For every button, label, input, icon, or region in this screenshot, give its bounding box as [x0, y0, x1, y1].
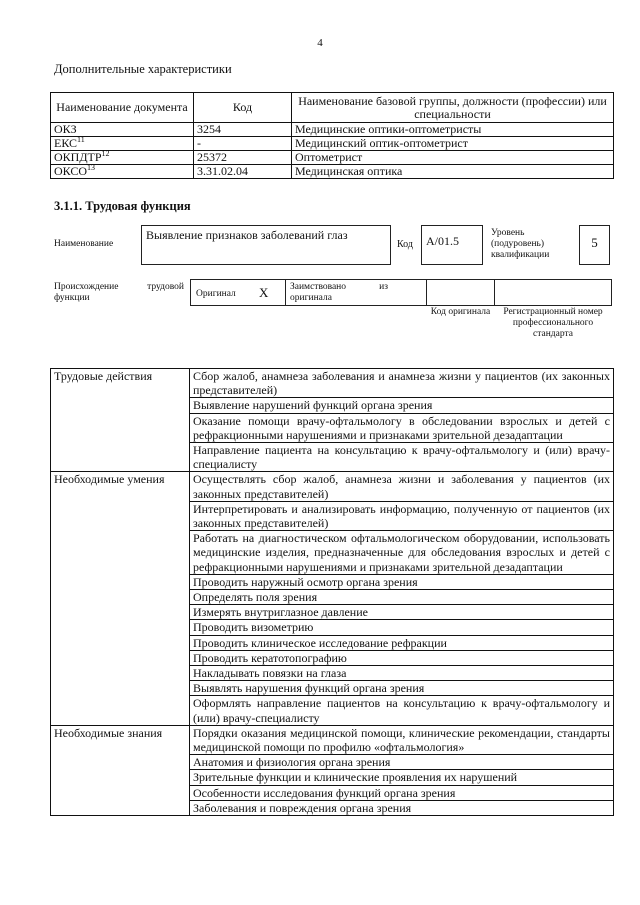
- section-item: Оформлять направление пациентов на консультацию к врачу-офтальмологу и (или) врачу-специалисту: [190, 696, 614, 725]
- section-item: Проводить визометрию: [190, 620, 614, 635]
- header-code: Код: [194, 93, 292, 123]
- section-item: Анатомия и физиология органа зрения: [190, 755, 614, 770]
- doc-name: ОКПДТР: [54, 150, 102, 164]
- section-item: Зрительные функции и клинические проявления их нарушений: [190, 770, 614, 785]
- section-item: Особенности исследования функций органа зрения: [190, 785, 614, 800]
- classification-table: [50, 92, 614, 179]
- section-item: Интерпретировать и анализировать информацию, полученную от пациентов (их законных представителей): [190, 501, 614, 530]
- labor-function-table: [50, 368, 614, 816]
- header-document: Наименование документа: [51, 93, 194, 123]
- page-number: 4: [317, 37, 323, 49]
- original-mark: Х: [259, 285, 269, 300]
- section-item: Проводить наружный осмотр органа зрения: [190, 574, 614, 589]
- section-title: 3.1.1. Трудовая функция: [54, 199, 191, 213]
- doc-name: ОКЗ: [54, 122, 77, 136]
- section-item: Заболевания и повреждения органа зрения: [190, 800, 614, 815]
- classification-name: Медицинский оптик-оптометрист: [292, 137, 614, 151]
- doc-footnote: 13: [87, 163, 96, 172]
- section-header: Необходимые умения: [51, 472, 190, 725]
- table-row: [51, 472, 614, 501]
- section-item: Направление пациента на консультацию к врачу-офтальмологу и (или) врачу-специалисту: [190, 443, 614, 472]
- section-item: Определять поля зрения: [190, 590, 614, 605]
- borrowed-box: [285, 279, 427, 306]
- classification-code: 3.31.02.04: [194, 165, 292, 179]
- classification-doc: [51, 123, 194, 137]
- code-original-box: [426, 279, 495, 306]
- code-original-label: Код оригинала: [430, 307, 491, 317]
- section-item: Проводить кератотопографию: [190, 650, 614, 665]
- function-code-value: А/01.5: [426, 234, 459, 248]
- classification-name: Медицинская оптика: [292, 165, 614, 179]
- borrowed-label: Заимствовано из оригинала: [290, 282, 388, 303]
- classification-doc: [51, 137, 194, 151]
- name-label: Наименование: [54, 239, 114, 249]
- section-item: Сбор жалоб, анамнеза заболевания и анамнеза жизни у пациентов (их законных представителей): [190, 369, 614, 398]
- level-field: [579, 225, 610, 265]
- section-item: Измерять внутриглазное давление: [190, 605, 614, 620]
- classification-code: -: [194, 137, 292, 151]
- origin-label: Происхождение трудовой функции: [54, 282, 184, 303]
- section-item: Выявлять нарушения функций органа зрения: [190, 681, 614, 696]
- classification-name: Медицинские оптики-оптометристы: [292, 123, 614, 137]
- classification-doc: [51, 151, 194, 165]
- section-header: Необходимые знания: [51, 725, 190, 815]
- section-item: Осуществлять сбор жалоб, анамнеза жизни и заболевания у пациентов (их законных представителей): [190, 472, 614, 501]
- classification-row: [51, 123, 614, 137]
- level-value: 5: [591, 235, 598, 250]
- section-item: Выявление нарушений функций органа зрения: [190, 398, 614, 413]
- section-item: Работать на диагностическом офтальмологическом оборудовании, использовать медицинские изделия, предназначенные для обследования взрослых и детей с рефракционными нарушениями и признаками зрительной дезадаптации: [190, 531, 614, 575]
- function-name-field: [141, 225, 391, 265]
- code-label: Код: [397, 239, 413, 250]
- doc-footnote: 12: [101, 149, 110, 158]
- function-name-value: Выявление признаков заболеваний глаз: [146, 228, 348, 242]
- section-header: Трудовые действия: [51, 369, 190, 472]
- section-item: Порядки оказания медицинской помощи, клинические рекомендации, стандарты медицинской помощи по профилю «офтальмология»: [190, 725, 614, 754]
- doc-footnote: 11: [77, 135, 85, 144]
- table-row: [51, 369, 614, 398]
- function-code-field: [421, 225, 483, 265]
- section-item: Накладывать повязки на глаза: [190, 666, 614, 681]
- additional-characteristics-title: Дополнительные характеристики: [54, 62, 232, 76]
- classification-name: Оптометрист: [292, 151, 614, 165]
- classification-row: [51, 165, 614, 179]
- classification-code: 25372: [194, 151, 292, 165]
- table-row: [51, 725, 614, 754]
- section-item: Проводить клиническое исследование рефракции: [190, 635, 614, 650]
- level-label: Уровень (подуровень) квалификации: [491, 228, 550, 260]
- original-label: Оригинал: [196, 289, 236, 299]
- original-box: [190, 279, 286, 306]
- classification-row: [51, 151, 614, 165]
- classification-doc: [51, 165, 194, 179]
- section-item: Оказание помощи врачу-офтальмологу в обследовании взрослых и детей с рефракционными нарушениями и признаками зрительной дезадаптации: [190, 413, 614, 442]
- reg-number-box: [494, 279, 612, 306]
- doc-name: ЕКС: [54, 136, 78, 150]
- classification-header-row: [51, 93, 614, 123]
- reg-number-label: Регистрационный номер профессионального стандарта: [503, 307, 603, 339]
- doc-name: ОКСО: [54, 164, 88, 178]
- classification-code: 3254: [194, 123, 292, 137]
- header-group-name: Наименование базовой группы, должности (профессии) или специальности: [292, 93, 614, 123]
- classification-row: [51, 137, 614, 151]
